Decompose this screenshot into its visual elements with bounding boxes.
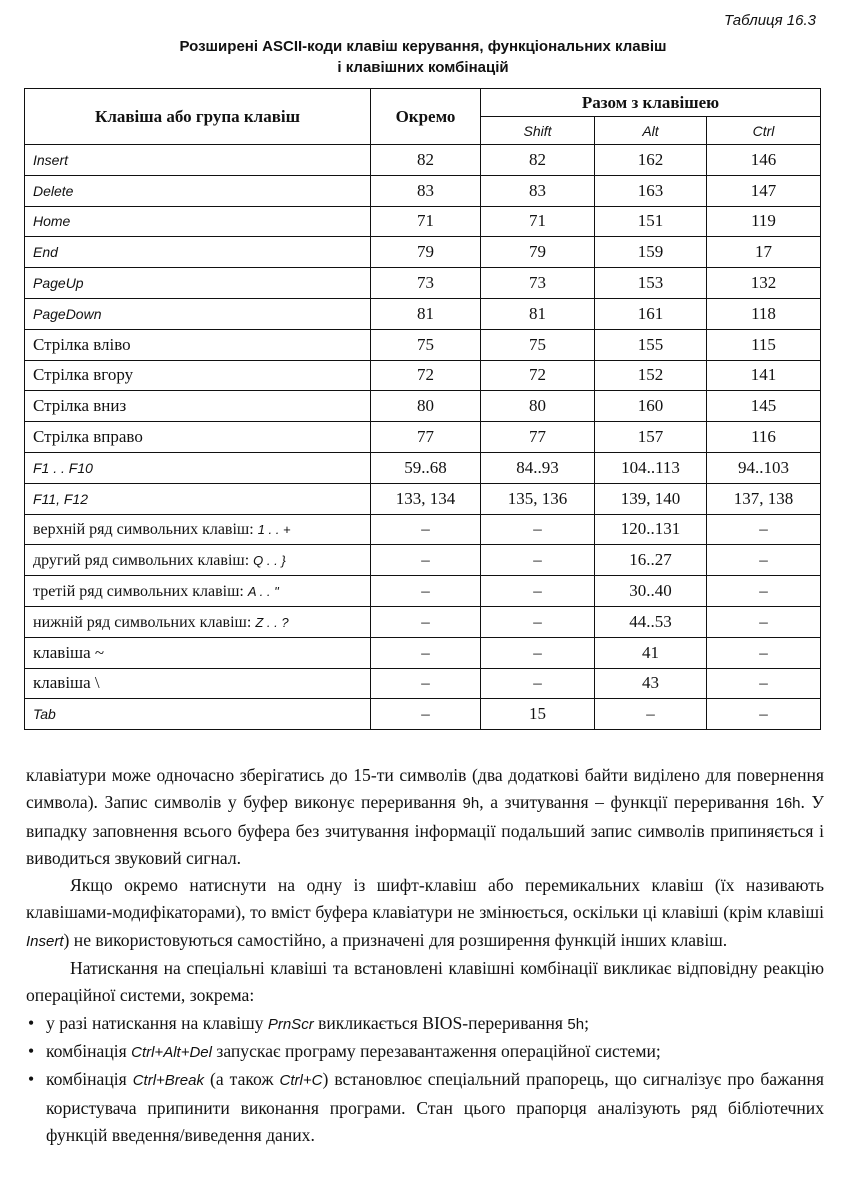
table-title <box>0 36 846 78</box>
row-shift: 73 <box>481 268 595 299</box>
bullet-code: PrnScr <box>267 1015 314 1033</box>
row-alone: 80 <box>371 391 481 422</box>
row-shift: – <box>481 606 595 637</box>
row-alt: 162 <box>595 145 707 176</box>
row-key: PageUp <box>25 268 371 299</box>
row-alt: 151 <box>595 206 707 237</box>
row-key-glyph: Q . . } <box>253 553 286 569</box>
p3-text-1: Натискання на спеціальні клавіші та встановлені клавішні комбінації викликає відповідну реакцію операційної системи, зокрема: <box>26 958 824 1006</box>
header-alt: Alt <box>595 117 707 145</box>
header-with: Разом з клавішею <box>481 89 821 117</box>
table-row <box>25 268 821 299</box>
table-row <box>25 298 821 329</box>
header-ctrl: Ctrl <box>707 117 821 145</box>
bullet-code: 5h <box>567 1015 585 1033</box>
row-alt: 30..40 <box>595 576 707 607</box>
row-ctrl: – <box>707 514 821 545</box>
row-alt: 104..113 <box>595 452 707 483</box>
row-key: Home <box>25 206 371 237</box>
row-key-glyph: A . . " <box>247 584 279 600</box>
row-key <box>25 514 371 545</box>
row-shift: 15 <box>481 699 595 730</box>
row-shift: 83 <box>481 175 595 206</box>
row-ctrl: 145 <box>707 391 821 422</box>
table-row <box>25 422 821 453</box>
row-alone: 72 <box>371 360 481 391</box>
row-alone: 81 <box>371 298 481 329</box>
row-alt: 120..131 <box>595 514 707 545</box>
p1-text-3: . У випадку заповнення всього буфера без зчитування інформації подальший запис символів припиняється і виводиться звуковий сигнал. <box>26 792 824 868</box>
row-key-glyph: 1 . . + <box>257 522 291 538</box>
row-alone: – <box>371 606 481 637</box>
row-ctrl: 115 <box>707 329 821 360</box>
paragraph-3 <box>26 955 824 1010</box>
p1-code-1: 9h <box>462 795 480 813</box>
row-alt: 43 <box>595 668 707 699</box>
row-alt: 157 <box>595 422 707 453</box>
row-shift: 81 <box>481 298 595 329</box>
row-key: Стрілка вгору <box>25 360 371 391</box>
row-key-glyph: Z . . ? <box>255 614 289 630</box>
row-shift: – <box>481 514 595 545</box>
bullet-text: комбінація <box>46 1069 133 1090</box>
row-alone: – <box>371 545 481 576</box>
row-key-text: другий ряд символьних клавіш: <box>33 552 250 570</box>
p2-code-1: Insert <box>26 932 64 950</box>
row-key: Стрілка вліво <box>25 329 371 360</box>
row-shift: 75 <box>481 329 595 360</box>
row-alone: 71 <box>371 206 481 237</box>
bullet-text: ) встановлює спеціальний прапорець, що сигналізує про бажання користувача припинити виконання програми. Стан цього прапорця аналізують ряд бібліотечних функцій введення/виведення даних. <box>46 1069 825 1145</box>
row-ctrl: 94..103 <box>707 452 821 483</box>
table-row <box>25 391 821 422</box>
header-key: Клавіша або група клавіш <box>25 89 371 145</box>
row-key: Стрілка вправо <box>25 422 371 453</box>
row-ctrl: – <box>707 576 821 607</box>
bullet-code: Ctrl+C <box>279 1072 323 1090</box>
row-shift: 72 <box>481 360 595 391</box>
table-row <box>25 483 821 514</box>
table-row <box>25 545 821 576</box>
bullet-text: (а також <box>204 1069 280 1090</box>
row-shift: 135, 136 <box>481 483 595 514</box>
table-row <box>25 237 821 268</box>
row-key-text: верхній ряд символьних клавіш: <box>33 521 254 539</box>
row-alt: 16..27 <box>595 545 707 576</box>
row-key: клавіша \ <box>25 668 371 699</box>
bullet-item <box>26 1038 824 1066</box>
row-shift: – <box>481 576 595 607</box>
p1-code-2: 16h <box>775 795 801 813</box>
row-key-text: нижній ряд символьних клавіш: <box>33 613 252 631</box>
table-row <box>25 145 821 176</box>
table-row <box>25 175 821 206</box>
row-shift: 77 <box>481 422 595 453</box>
bullet-text: запускає програму перезавантаження операційної системи; <box>211 1040 661 1061</box>
p2-text-2: ) не використовуються самостійно, а призначені для розширення функцій інших клавіш. <box>63 929 728 950</box>
row-alone: 77 <box>371 422 481 453</box>
bullet-text: комбінація <box>46 1040 132 1061</box>
row-key: F11, F12 <box>25 483 371 514</box>
table-title-line-2: і клавішних комбінацій <box>337 59 509 76</box>
row-alone: 59..68 <box>371 452 481 483</box>
table-row <box>25 637 821 668</box>
bullet-text: ; <box>584 1012 589 1033</box>
bullet-list <box>26 1010 824 1149</box>
row-ctrl: 118 <box>707 298 821 329</box>
row-shift: 84..93 <box>481 452 595 483</box>
row-alone: 82 <box>371 145 481 176</box>
header-shift: Shift <box>481 117 595 145</box>
bullet-item <box>26 1010 824 1038</box>
table-row <box>25 329 821 360</box>
row-key: PageDown <box>25 298 371 329</box>
row-shift: 71 <box>481 206 595 237</box>
bullet-code: Ctrl+Break <box>132 1072 204 1090</box>
row-alone: 83 <box>371 175 481 206</box>
table-row <box>25 576 821 607</box>
row-key <box>25 576 371 607</box>
row-alone: – <box>371 699 481 730</box>
table-row <box>25 360 821 391</box>
row-ctrl: – <box>707 606 821 637</box>
row-key: Insert <box>25 145 371 176</box>
table-row <box>25 452 821 483</box>
row-ctrl: 137, 138 <box>707 483 821 514</box>
bullet-code: Ctrl+Alt+Del <box>131 1043 212 1061</box>
row-ctrl: 146 <box>707 145 821 176</box>
row-key-text: третій ряд символьних клавіш: <box>33 583 244 601</box>
table-row <box>25 606 821 637</box>
row-alone: 79 <box>371 237 481 268</box>
ascii-codes-table <box>24 88 821 730</box>
table-row <box>25 668 821 699</box>
row-alone: 75 <box>371 329 481 360</box>
row-key: Tab <box>25 699 371 730</box>
row-alt: 163 <box>595 175 707 206</box>
row-alt: 139, 140 <box>595 483 707 514</box>
paragraph-1 <box>26 762 824 872</box>
row-shift: – <box>481 637 595 668</box>
row-alt: 161 <box>595 298 707 329</box>
row-alone: – <box>371 637 481 668</box>
p2-text-1: Якщо окремо натиснути на одну із шифт-клавіш або перемикальних клавіш (їх називають клавішами-модифікаторами), то вміст буфера клавіатури не змінюється, оскільки ці клавіші (крім клавіші <box>26 875 824 923</box>
row-alone: 133, 134 <box>371 483 481 514</box>
row-shift: 80 <box>481 391 595 422</box>
row-key: Delete <box>25 175 371 206</box>
row-ctrl: 116 <box>707 422 821 453</box>
row-alt: 44..53 <box>595 606 707 637</box>
row-shift: – <box>481 545 595 576</box>
row-shift: 79 <box>481 237 595 268</box>
row-ctrl: 132 <box>707 268 821 299</box>
body-text <box>26 762 824 1149</box>
table-row <box>25 699 821 730</box>
paragraph-2 <box>26 872 824 955</box>
row-alone: – <box>371 668 481 699</box>
table-caption: Таблиця 16.3 <box>723 12 816 29</box>
row-alt: 153 <box>595 268 707 299</box>
row-key <box>25 545 371 576</box>
table-header-row <box>25 89 821 117</box>
header-alone: Окремо <box>371 89 481 145</box>
row-ctrl: 119 <box>707 206 821 237</box>
bullet-text: викликається BIOS-переривання <box>313 1012 568 1033</box>
row-alt: 160 <box>595 391 707 422</box>
row-ctrl: – <box>707 668 821 699</box>
p1-text-2: , а зчитування – функції переривання <box>479 792 776 813</box>
row-key <box>25 606 371 637</box>
row-alt: 155 <box>595 329 707 360</box>
table-title-line-1: Розширені ASCII-коди клавіш керування, функціональних клавіш <box>179 38 667 55</box>
row-key: клавіша ~ <box>25 637 371 668</box>
row-alt: 152 <box>595 360 707 391</box>
row-key: F1 . . F10 <box>25 452 371 483</box>
table-row <box>25 206 821 237</box>
row-alt: 41 <box>595 637 707 668</box>
row-ctrl: – <box>707 637 821 668</box>
row-shift: 82 <box>481 145 595 176</box>
row-alt: 159 <box>595 237 707 268</box>
row-key: End <box>25 237 371 268</box>
row-alt: – <box>595 699 707 730</box>
table-row <box>25 514 821 545</box>
row-ctrl: – <box>707 699 821 730</box>
row-ctrl: 147 <box>707 175 821 206</box>
row-alone: – <box>371 514 481 545</box>
row-ctrl: 141 <box>707 360 821 391</box>
row-shift: – <box>481 668 595 699</box>
p1-text-1: клавіатури може одночасно зберігатись до 15-ти символів (два додаткові байти виділено для повернення символа). Запис символів у буфер виконує переривання <box>26 765 824 813</box>
row-alone: 73 <box>371 268 481 299</box>
bullet-item <box>26 1066 824 1149</box>
row-ctrl: – <box>707 545 821 576</box>
bullet-text: у разі натискання на клавішу <box>46 1012 268 1033</box>
row-ctrl: 17 <box>707 237 821 268</box>
row-key: Стрілка вниз <box>25 391 371 422</box>
row-alone: – <box>371 576 481 607</box>
